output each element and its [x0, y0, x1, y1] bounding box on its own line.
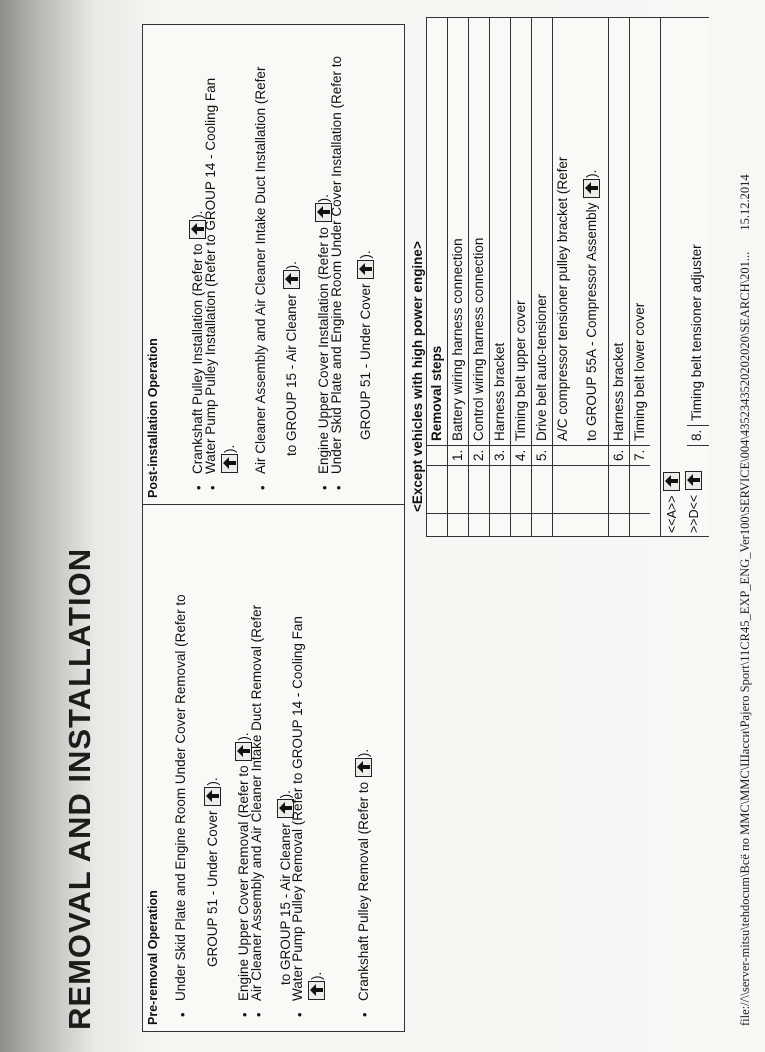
post-line-3b — [283, 261, 300, 456]
pre-line-1: Under Skid Plate and Engine Room Under Cover Removal (Refer to — [173, 594, 188, 1001]
table-cell — [511, 514, 531, 536]
step-number: 5. — [532, 446, 552, 466]
post-line-5b-text: GROUP 51 - Under Cover — [358, 283, 373, 440]
footer — [738, 174, 753, 1026]
bullet: • — [205, 485, 220, 490]
table-cell — [469, 514, 489, 536]
pre-line-3b-text: to GROUP 15 - Air Cleaner — [278, 823, 293, 985]
pre-removal-header: Pre-removal Operation — [146, 890, 160, 1025]
step-text-line2 — [583, 16, 601, 441]
footer-date: 15.12.2014 — [738, 174, 752, 231]
step-text — [553, 16, 608, 446]
step-text: Control wiring harness connection — [469, 16, 489, 446]
up-arrow-link-icon[interactable] — [685, 471, 702, 490]
step-text: Timing belt tensioner adjuster — [687, 18, 709, 426]
up-arrow-link-icon[interactable] — [357, 260, 374, 279]
table-cell — [490, 514, 510, 536]
pre-line-2-end: ). — [236, 732, 251, 741]
table-row — [531, 18, 552, 536]
post-line-2b-end: ). — [222, 444, 237, 453]
post-installation-header: Post-installation Operation — [146, 338, 160, 498]
up-arrow-link-icon[interactable] — [663, 472, 680, 491]
step-number — [553, 446, 608, 466]
pre-line-3: Air Cleaner Assembly and Air Cleaner Intake Duct Removal (Refer — [249, 604, 264, 1001]
pre-line-1b — [204, 777, 221, 967]
step-number: 4. — [511, 446, 531, 466]
step-text: Timing belt lower cover — [630, 16, 650, 446]
removal-steps-table — [426, 17, 661, 537]
table-row — [608, 18, 629, 536]
step-number: 1. — [448, 446, 468, 466]
pre-line-5-end: ). — [356, 748, 371, 758]
table-cell — [630, 514, 650, 536]
table-row — [552, 18, 608, 536]
table-row — [447, 18, 468, 536]
table-cell — [427, 446, 447, 466]
table-cell — [511, 466, 531, 514]
post-line-1-text: Crankshaft Pulley Installation (Refer to — [190, 243, 205, 474]
pre-line-4b — [308, 972, 325, 1001]
step-text-line2-text: to GROUP 55A - Compressor Assembly — [584, 202, 599, 441]
step-number: 7. — [630, 446, 650, 466]
operations-table — [142, 24, 405, 1032]
post-line-2b — [221, 445, 238, 474]
bullet: • — [237, 1012, 252, 1017]
post-line-5b — [357, 250, 374, 440]
up-arrow-link-icon[interactable] — [204, 787, 221, 806]
table-cell — [609, 466, 629, 514]
table-cell — [532, 466, 552, 514]
table-cell — [448, 466, 468, 514]
step-text-line1: A/C compressor tensioner pulley bracket (Refer — [555, 156, 570, 441]
post-line-3: Air Cleaner Assembly and Air Cleaner Intake Duct Installation (Refer — [253, 66, 268, 474]
table-row — [629, 18, 650, 536]
step-text: Timing belt upper cover — [511, 16, 531, 446]
step-text-line2-end: ). — [584, 169, 599, 178]
bullet: • — [357, 1012, 372, 1017]
step-number: 2. — [469, 446, 489, 466]
step-text: Harness bracket — [490, 16, 510, 446]
post-line-5: Under Skid Plate and Engine Room Under Cover Installation (Refer to — [329, 56, 344, 474]
pre-line-5 — [355, 749, 372, 1001]
table-cell — [427, 466, 447, 514]
table-cell — [553, 466, 608, 514]
post-installation-cell — [143, 26, 404, 504]
page-title: REMOVAL AND INSTALLATION — [62, 547, 97, 1030]
bullet: • — [331, 485, 346, 490]
steps-table-heading: <Except vehicles with high power engine> — [410, 241, 425, 512]
table-row-last — [661, 17, 709, 537]
post-line-4-end: ). — [316, 194, 331, 203]
post-line-2: Water Pump Pulley Installation (Refer to GROUP 14 - Cooling Fan — [203, 77, 218, 474]
table-cell — [553, 514, 608, 536]
table-header-row — [426, 18, 447, 536]
footer-path: file://\\server-mitsu\tehdocum\Всё по MMC\MMC\Шасси\Pajero Sport\11CR45_EXP_ENG_Ver100\SERVICE\004\4352343520202020\SEARCH\201... — [738, 251, 752, 1026]
post-line-4-text: Engine Upper Cover Installation (Refer to — [316, 227, 331, 474]
table-cell — [469, 466, 489, 514]
up-arrow-link-icon[interactable] — [355, 758, 372, 777]
up-arrow-link-icon[interactable] — [308, 981, 325, 1000]
table-cell — [630, 466, 650, 514]
bullet: • — [292, 1012, 307, 1017]
mark-d-line — [683, 470, 705, 533]
pre-line-1b-text: GROUP 51 - Under Cover — [205, 810, 220, 967]
post-line-1-end: ). — [190, 210, 205, 219]
up-arrow-link-icon[interactable] — [583, 179, 600, 198]
bullet: • — [255, 485, 270, 490]
step-number: 3. — [490, 446, 510, 466]
table-cell — [490, 466, 510, 514]
step-text: Battery wiring harness connection — [448, 16, 468, 446]
pre-line-1b-end: ). — [205, 777, 220, 786]
post-line-3b-end: ). — [284, 261, 299, 270]
step-text: Drive belt auto-tensioner — [532, 16, 552, 446]
mark-a: <<A>> — [665, 495, 679, 533]
up-arrow-link-icon[interactable] — [221, 454, 238, 473]
step-number: 8. — [687, 426, 709, 446]
table-cell — [609, 514, 629, 536]
table-row — [489, 18, 510, 536]
bullet: • — [191, 485, 206, 490]
table-cell — [532, 514, 552, 536]
table-cell — [448, 514, 468, 536]
pre-line-4b-end: ). — [309, 971, 324, 980]
mark-d: >>D<< — [687, 494, 701, 533]
bullet: • — [251, 1012, 266, 1017]
col-header-removal-steps: Removal steps — [427, 16, 447, 446]
pre-line-2-text: Engine Upper Cover Removal (Refer to — [236, 765, 251, 1001]
step-marks — [661, 446, 709, 536]
post-line-3b-text: to GROUP 15 - Air Cleaner — [284, 294, 299, 456]
up-arrow-link-icon[interactable] — [283, 270, 300, 289]
table-row — [468, 18, 489, 536]
step-number: 6. — [609, 446, 629, 466]
pre-line-5-text: Crankshaft Pulley Removal (Refer to — [356, 781, 371, 1001]
step-text: Harness bracket — [609, 16, 629, 446]
bullet: • — [175, 1012, 190, 1017]
pre-line-4: Water Pump Pulley Removal (Refer to GROUP 14 - Cooling Fan — [290, 616, 305, 1001]
pre-line-3b-end: ). — [278, 790, 293, 799]
post-line-5b-end: ). — [358, 250, 373, 259]
table-cell — [427, 514, 447, 536]
pre-removal-cell — [143, 504, 404, 1031]
bullet: • — [317, 485, 332, 490]
table-row — [510, 18, 531, 536]
